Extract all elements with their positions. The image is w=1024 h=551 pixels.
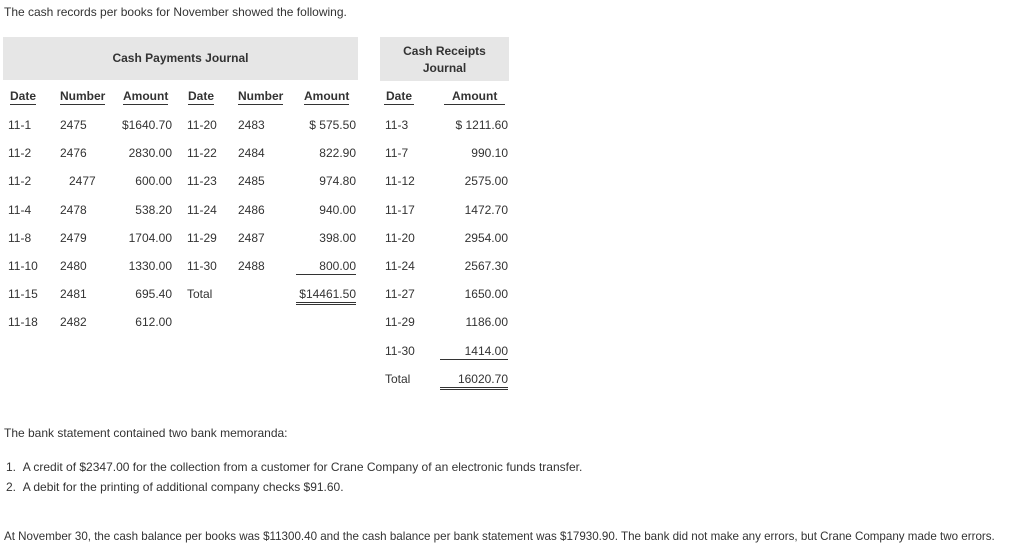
payment-date: 11-10 bbox=[8, 259, 38, 273]
payment-number: 2476 bbox=[60, 146, 87, 161]
receipt-date: 11-24 bbox=[385, 259, 415, 273]
payment-amount: 974.80 bbox=[319, 174, 356, 189]
memo-item-1: 1. A credit of $2347.00 for the collection from a customer for Crane Company of an electronic funds transfer. bbox=[6, 460, 583, 474]
receipt-date: 11-30 bbox=[385, 343, 415, 358]
payment-amount: 940.00 bbox=[319, 202, 356, 217]
payments-header-number: Number bbox=[60, 89, 106, 103]
payments-header-date: Date bbox=[10, 89, 37, 103]
payment-date: 11-23 bbox=[187, 174, 217, 189]
payment-amount: 612.00 bbox=[135, 315, 172, 330]
receipt-date: 11-7 bbox=[385, 146, 409, 161]
payments-total-amount: $14461.50 bbox=[296, 286, 356, 305]
payment-amount: 2830.00 bbox=[128, 146, 172, 161]
payments-header-amount-2: Amount bbox=[304, 89, 350, 103]
memo-item-2: 2. A debit for the printing of additional company checks $91.60. bbox=[6, 480, 344, 494]
payment-amount: $ 575.50 bbox=[309, 118, 356, 132]
payment-number: 2481 bbox=[60, 287, 87, 302]
receipt-date: 11-3 bbox=[385, 118, 409, 132]
receipt-date: 11-12 bbox=[385, 174, 415, 189]
receipts-total-label: Total bbox=[385, 371, 411, 386]
payments-header-date-2: Date bbox=[188, 89, 215, 103]
payment-amount: 600.00 bbox=[135, 174, 172, 189]
payment-number: 2483 bbox=[238, 118, 265, 132]
payment-number: 2477 bbox=[69, 174, 96, 189]
receipt-date: 11-29 bbox=[385, 315, 415, 330]
receipt-amount: 1414.00 bbox=[440, 343, 508, 360]
receipts-title-line1: Cash Receipts bbox=[403, 44, 486, 58]
payment-date: 11-4 bbox=[8, 202, 32, 217]
payment-date: 11-8 bbox=[8, 230, 32, 245]
receipt-amount: 2567.30 bbox=[464, 259, 508, 273]
payment-amount: 1330.00 bbox=[128, 259, 172, 273]
payment-date: 11-15 bbox=[8, 287, 38, 302]
receipts-header-date: Date bbox=[386, 89, 413, 103]
payment-date: 11-24 bbox=[187, 202, 217, 217]
payments-header-amount: Amount bbox=[123, 89, 169, 103]
payment-number: 2488 bbox=[238, 259, 265, 273]
receipt-amount: $ 1211.60 bbox=[455, 118, 508, 132]
payments-title: Cash Payments Journal bbox=[3, 37, 358, 80]
payment-amount: 800.00 bbox=[296, 258, 356, 275]
payment-date: 11-30 bbox=[187, 259, 217, 273]
receipt-amount: 1650.00 bbox=[464, 287, 508, 302]
payments-header-number-2: Number bbox=[238, 89, 284, 103]
payment-number: 2485 bbox=[238, 174, 265, 189]
receipts-total-amount: 16020.70 bbox=[440, 371, 508, 390]
receipts-header-amount: Amount bbox=[444, 88, 505, 105]
payment-date: 11-29 bbox=[187, 230, 217, 245]
receipt-date: 11-17 bbox=[385, 202, 415, 217]
payment-number: 2475 bbox=[60, 118, 87, 132]
payment-number: 2486 bbox=[238, 202, 265, 217]
receipt-amount: 990.10 bbox=[471, 146, 508, 161]
payment-amount: 538.20 bbox=[135, 202, 172, 217]
memo-text-1: A credit of $2347.00 for the collection from a customer for Crane Company of an electronic funds transfer. bbox=[22, 460, 583, 474]
payment-amount: $1640.70 bbox=[121, 118, 172, 132]
closing-text: At November 30, the cash balance per books was $11300.40 and the cash balance per bank statement was $17930.90. The bank did not make any errors, but Crane Company made two errors. bbox=[4, 530, 995, 543]
receipts-title bbox=[380, 37, 509, 81]
receipt-amount: 2954.00 bbox=[464, 230, 508, 245]
payments-total-label: Total bbox=[187, 287, 213, 302]
payment-number: 2478 bbox=[60, 202, 87, 217]
payment-amount: 1704.00 bbox=[128, 230, 172, 245]
receipt-amount: 1186.00 bbox=[465, 315, 508, 330]
payment-number: 2480 bbox=[60, 259, 87, 273]
receipt-amount: 2575.00 bbox=[464, 174, 508, 189]
payment-date: 11-2 bbox=[8, 174, 32, 189]
receipts-title-line2: Journal bbox=[422, 61, 467, 75]
payment-number: 2487 bbox=[238, 230, 265, 245]
receipt-date: 11-27 bbox=[385, 287, 415, 302]
payment-number: 2479 bbox=[60, 230, 87, 245]
payment-number: 2484 bbox=[238, 146, 265, 161]
payment-amount: 695.40 bbox=[135, 287, 172, 302]
payment-date: 11-1 bbox=[8, 118, 32, 132]
receipt-amount: 1472.70 bbox=[464, 202, 508, 217]
payment-date: 11-20 bbox=[187, 118, 217, 132]
memo-text-2: A debit for the printing of additional company checks $91.60. bbox=[22, 480, 344, 494]
payment-number: 2482 bbox=[60, 315, 87, 330]
receipt-date: 11-20 bbox=[385, 230, 415, 245]
payment-amount: 822.90 bbox=[319, 146, 356, 161]
memo-intro: The bank statement contained two bank memoranda: bbox=[4, 426, 288, 440]
payment-date: 11-2 bbox=[8, 146, 32, 161]
payment-date: 11-18 bbox=[8, 315, 38, 330]
intro-text: The cash records per books for November showed the following. bbox=[4, 5, 347, 19]
payment-amount: 398.00 bbox=[319, 230, 356, 245]
payment-date: 11-22 bbox=[187, 146, 217, 161]
